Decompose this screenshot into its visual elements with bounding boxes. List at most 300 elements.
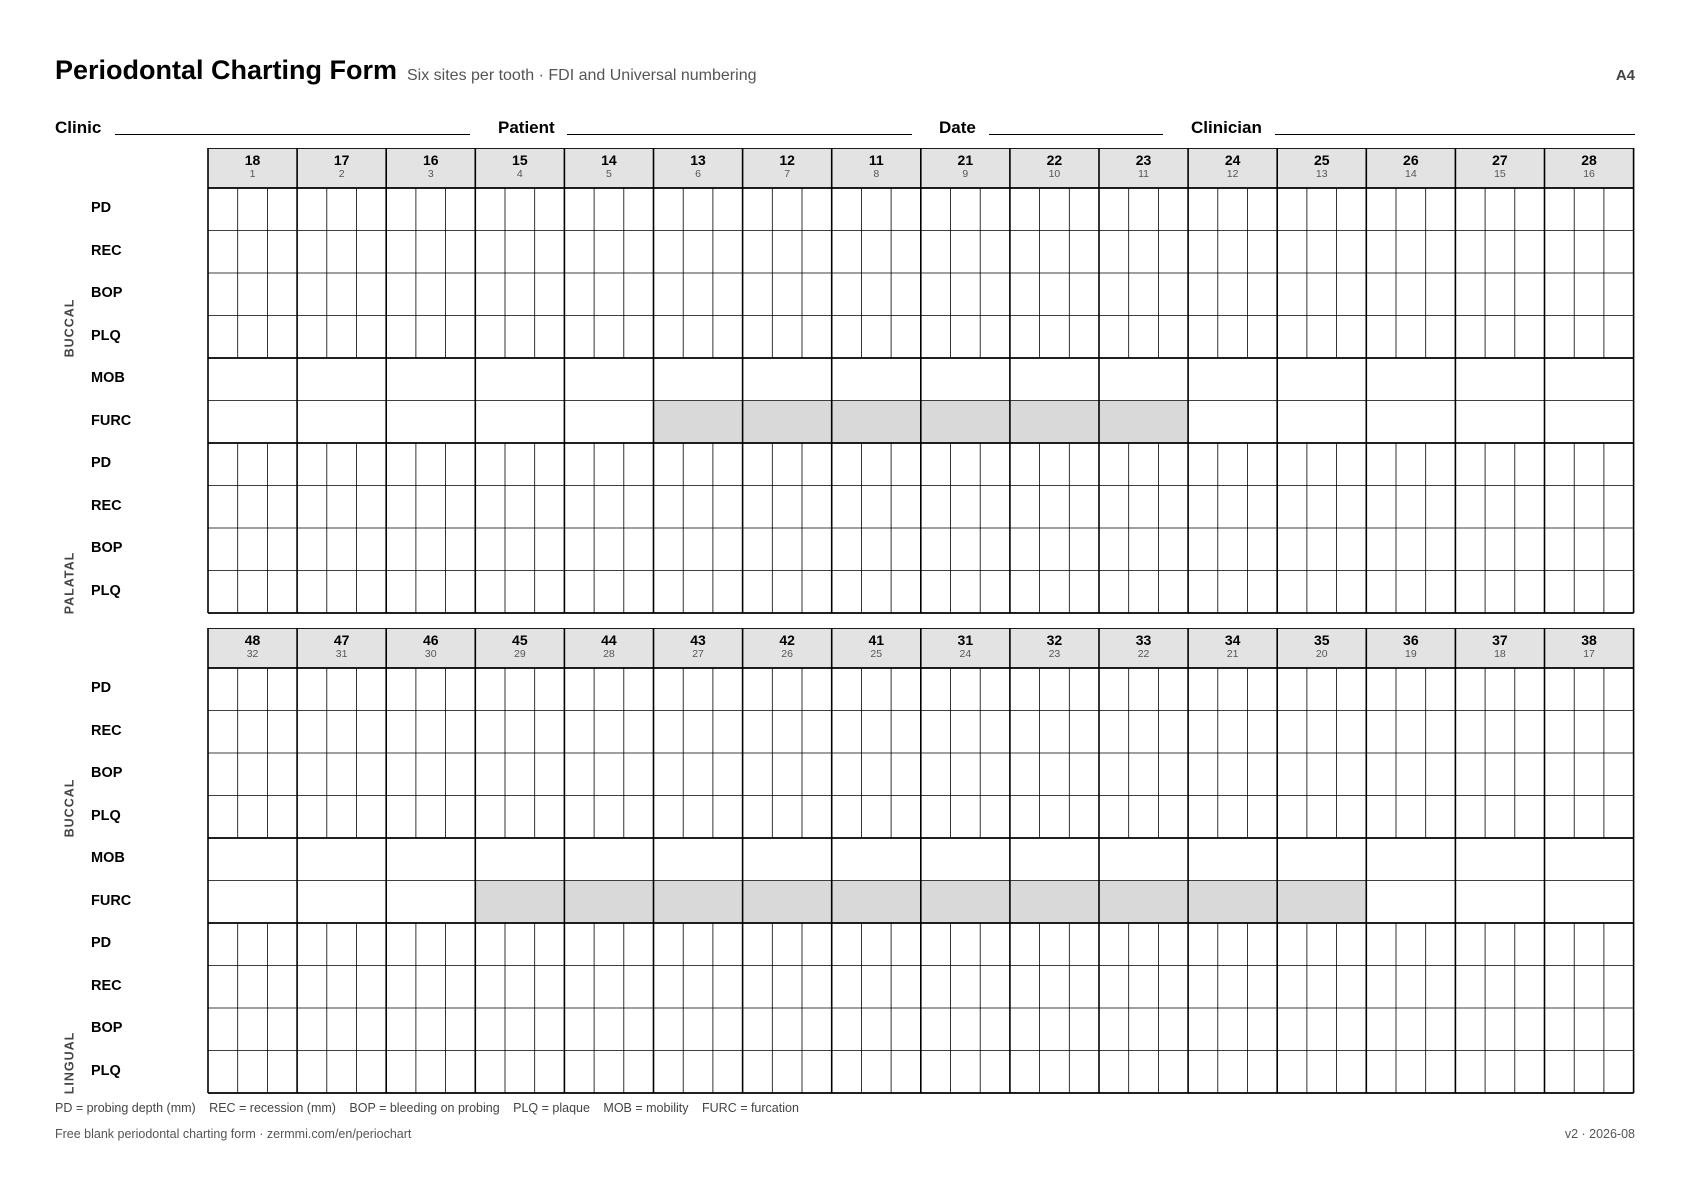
furc-tooth-cell[interactable]: [1366, 881, 1455, 924]
pd-site-cell[interactable]: [1455, 923, 1485, 966]
pd-site-cell[interactable]: [1218, 923, 1248, 966]
bop-site-cell[interactable]: [654, 753, 684, 796]
bop-site-cell[interactable]: [802, 273, 832, 316]
plq-site-cell[interactable]: [357, 571, 387, 614]
bop-site-cell[interactable]: [1010, 1008, 1040, 1051]
pd-site-cell[interactable]: [267, 923, 297, 966]
plq-site-cell[interactable]: [624, 1051, 654, 1094]
plq-site-cell[interactable]: [208, 571, 238, 614]
pd-site-cell[interactable]: [1307, 668, 1337, 711]
rec-site-cell[interactable]: [1485, 486, 1515, 529]
rec-site-cell[interactable]: [1218, 486, 1248, 529]
rec-site-cell[interactable]: [1337, 486, 1367, 529]
bop-site-cell[interactable]: [1604, 528, 1634, 571]
plq-site-cell[interactable]: [654, 316, 684, 359]
plq-site-cell[interactable]: [1218, 316, 1248, 359]
bop-site-cell[interactable]: [357, 528, 387, 571]
rec-site-cell[interactable]: [1010, 231, 1040, 274]
bop-site-cell[interactable]: [564, 1008, 594, 1051]
pd-site-cell[interactable]: [446, 188, 476, 231]
rec-site-cell[interactable]: [772, 966, 802, 1009]
bop-site-cell[interactable]: [1188, 753, 1218, 796]
plq-site-cell[interactable]: [1515, 316, 1545, 359]
rec-site-cell[interactable]: [1366, 711, 1396, 754]
pd-site-cell[interactable]: [951, 443, 981, 486]
rec-site-cell[interactable]: [238, 966, 268, 1009]
mob-tooth-cell[interactable]: [1010, 838, 1099, 881]
pd-site-cell[interactable]: [594, 923, 624, 966]
bop-site-cell[interactable]: [1485, 273, 1515, 316]
rec-site-cell[interactable]: [1426, 486, 1456, 529]
rec-site-cell[interactable]: [1307, 231, 1337, 274]
pd-site-cell[interactable]: [683, 188, 713, 231]
plq-site-cell[interactable]: [861, 796, 891, 839]
bop-site-cell[interactable]: [327, 753, 357, 796]
rec-site-cell[interactable]: [386, 966, 416, 1009]
rec-site-cell[interactable]: [1485, 711, 1515, 754]
bop-site-cell[interactable]: [475, 528, 505, 571]
plq-site-cell[interactable]: [772, 1051, 802, 1094]
rec-site-cell[interactable]: [1574, 231, 1604, 274]
rec-site-cell[interactable]: [1248, 966, 1278, 1009]
rec-site-cell[interactable]: [416, 231, 446, 274]
plq-site-cell[interactable]: [386, 316, 416, 359]
rec-site-cell[interactable]: [1158, 486, 1188, 529]
bop-site-cell[interactable]: [1248, 1008, 1278, 1051]
bop-site-cell[interactable]: [1248, 528, 1278, 571]
plq-site-cell[interactable]: [564, 796, 594, 839]
plq-site-cell[interactable]: [802, 796, 832, 839]
rec-site-cell[interactable]: [683, 231, 713, 274]
rec-site-cell[interactable]: [1545, 711, 1575, 754]
rec-site-cell[interactable]: [624, 711, 654, 754]
rec-site-cell[interactable]: [1158, 966, 1188, 1009]
pd-site-cell[interactable]: [297, 188, 327, 231]
bop-site-cell[interactable]: [1337, 528, 1367, 571]
plq-site-cell[interactable]: [267, 571, 297, 614]
plq-site-cell[interactable]: [861, 571, 891, 614]
pd-site-cell[interactable]: [1218, 188, 1248, 231]
plq-site-cell[interactable]: [327, 571, 357, 614]
pd-site-cell[interactable]: [1604, 923, 1634, 966]
bop-site-cell[interactable]: [1218, 1008, 1248, 1051]
bop-site-cell[interactable]: [564, 273, 594, 316]
bop-site-cell[interactable]: [416, 753, 446, 796]
pd-site-cell[interactable]: [891, 188, 921, 231]
plq-site-cell[interactable]: [1545, 316, 1575, 359]
pd-site-cell[interactable]: [505, 188, 535, 231]
plq-site-cell[interactable]: [1040, 1051, 1070, 1094]
pd-site-cell[interactable]: [1455, 443, 1485, 486]
plq-site-cell[interactable]: [1545, 571, 1575, 614]
pd-site-cell[interactable]: [1515, 188, 1545, 231]
plq-site-cell[interactable]: [1455, 571, 1485, 614]
bop-site-cell[interactable]: [357, 753, 387, 796]
plq-site-cell[interactable]: [1307, 571, 1337, 614]
rec-site-cell[interactable]: [1396, 231, 1426, 274]
pd-site-cell[interactable]: [891, 923, 921, 966]
plq-site-cell[interactable]: [1545, 796, 1575, 839]
rec-site-cell[interactable]: [654, 711, 684, 754]
plq-site-cell[interactable]: [416, 571, 446, 614]
plq-site-cell[interactable]: [267, 316, 297, 359]
rec-site-cell[interactable]: [861, 711, 891, 754]
bop-site-cell[interactable]: [475, 753, 505, 796]
bop-site-cell[interactable]: [386, 528, 416, 571]
plq-site-cell[interactable]: [713, 1051, 743, 1094]
pd-site-cell[interactable]: [208, 668, 238, 711]
plq-site-cell[interactable]: [980, 316, 1010, 359]
rec-site-cell[interactable]: [951, 231, 981, 274]
bop-site-cell[interactable]: [1188, 273, 1218, 316]
pd-site-cell[interactable]: [1366, 923, 1396, 966]
plq-site-cell[interactable]: [713, 796, 743, 839]
plq-site-cell[interactable]: [1158, 1051, 1188, 1094]
plq-site-cell[interactable]: [1010, 571, 1040, 614]
rec-site-cell[interactable]: [743, 711, 773, 754]
pd-site-cell[interactable]: [1337, 443, 1367, 486]
bop-site-cell[interactable]: [1366, 753, 1396, 796]
furc-tooth-cell[interactable]: [1455, 881, 1544, 924]
plq-site-cell[interactable]: [564, 1051, 594, 1094]
plq-site-cell[interactable]: [1426, 571, 1456, 614]
pd-site-cell[interactable]: [1337, 188, 1367, 231]
bop-site-cell[interactable]: [1545, 273, 1575, 316]
plq-site-cell[interactable]: [1366, 316, 1396, 359]
bop-site-cell[interactable]: [1307, 528, 1337, 571]
plq-site-cell[interactable]: [951, 1051, 981, 1094]
bop-site-cell[interactable]: [564, 528, 594, 571]
pd-site-cell[interactable]: [446, 668, 476, 711]
pd-site-cell[interactable]: [980, 668, 1010, 711]
bop-site-cell[interactable]: [416, 528, 446, 571]
plq-site-cell[interactable]: [832, 1051, 862, 1094]
rec-site-cell[interactable]: [1248, 711, 1278, 754]
bop-site-cell[interactable]: [594, 753, 624, 796]
plq-site-cell[interactable]: [713, 316, 743, 359]
rec-site-cell[interactable]: [535, 486, 565, 529]
pd-site-cell[interactable]: [891, 668, 921, 711]
pd-site-cell[interactable]: [1545, 188, 1575, 231]
rec-site-cell[interactable]: [475, 486, 505, 529]
bop-site-cell[interactable]: [1307, 753, 1337, 796]
plq-site-cell[interactable]: [1129, 1051, 1159, 1094]
pd-site-cell[interactable]: [654, 668, 684, 711]
rec-site-cell[interactable]: [535, 966, 565, 1009]
rec-site-cell[interactable]: [624, 966, 654, 1009]
rec-site-cell[interactable]: [564, 711, 594, 754]
plq-site-cell[interactable]: [297, 1051, 327, 1094]
bop-site-cell[interactable]: [357, 273, 387, 316]
pd-site-cell[interactable]: [535, 188, 565, 231]
rec-site-cell[interactable]: [535, 711, 565, 754]
bop-site-cell[interactable]: [1129, 528, 1159, 571]
plq-site-cell[interactable]: [1396, 571, 1426, 614]
rec-site-cell[interactable]: [1604, 966, 1634, 1009]
bop-site-cell[interactable]: [743, 273, 773, 316]
rec-site-cell[interactable]: [980, 486, 1010, 529]
bop-site-cell[interactable]: [1574, 1008, 1604, 1051]
bop-site-cell[interactable]: [1604, 753, 1634, 796]
plq-site-cell[interactable]: [267, 796, 297, 839]
rec-site-cell[interactable]: [1366, 486, 1396, 529]
bop-site-cell[interactable]: [1277, 1008, 1307, 1051]
pd-site-cell[interactable]: [1188, 668, 1218, 711]
pd-site-cell[interactable]: [1366, 443, 1396, 486]
bop-site-cell[interactable]: [208, 1008, 238, 1051]
bop-site-cell[interactable]: [1010, 753, 1040, 796]
bop-site-cell[interactable]: [1158, 753, 1188, 796]
bop-site-cell[interactable]: [1337, 1008, 1367, 1051]
bop-site-cell[interactable]: [1545, 753, 1575, 796]
rec-site-cell[interactable]: [654, 966, 684, 1009]
plq-site-cell[interactable]: [238, 316, 268, 359]
pd-site-cell[interactable]: [1069, 923, 1099, 966]
pd-site-cell[interactable]: [1485, 443, 1515, 486]
pd-site-cell[interactable]: [1604, 443, 1634, 486]
plq-site-cell[interactable]: [505, 316, 535, 359]
plq-site-cell[interactable]: [624, 316, 654, 359]
rec-site-cell[interactable]: [743, 966, 773, 1009]
pd-site-cell[interactable]: [327, 668, 357, 711]
pd-site-cell[interactable]: [1277, 923, 1307, 966]
plq-site-cell[interactable]: [475, 796, 505, 839]
plq-site-cell[interactable]: [1545, 1051, 1575, 1094]
rec-site-cell[interactable]: [980, 231, 1010, 274]
pd-site-cell[interactable]: [1396, 923, 1426, 966]
plq-site-cell[interactable]: [1218, 1051, 1248, 1094]
bop-site-cell[interactable]: [1515, 273, 1545, 316]
pd-site-cell[interactable]: [357, 668, 387, 711]
plq-site-cell[interactable]: [564, 316, 594, 359]
rec-site-cell[interactable]: [1455, 966, 1485, 1009]
pd-site-cell[interactable]: [772, 443, 802, 486]
mob-tooth-cell[interactable]: [1455, 358, 1544, 401]
pd-site-cell[interactable]: [386, 188, 416, 231]
bop-site-cell[interactable]: [1574, 273, 1604, 316]
furc-tooth-cell[interactable]: [297, 401, 386, 444]
pd-site-cell[interactable]: [772, 923, 802, 966]
plq-site-cell[interactable]: [654, 796, 684, 839]
pd-site-cell[interactable]: [1545, 668, 1575, 711]
pd-site-cell[interactable]: [297, 443, 327, 486]
rec-site-cell[interactable]: [1158, 711, 1188, 754]
plq-site-cell[interactable]: [1277, 571, 1307, 614]
pd-site-cell[interactable]: [238, 923, 268, 966]
pd-site-cell[interactable]: [1337, 668, 1367, 711]
bop-site-cell[interactable]: [772, 528, 802, 571]
bop-site-cell[interactable]: [683, 1008, 713, 1051]
pd-site-cell[interactable]: [1307, 443, 1337, 486]
plq-site-cell[interactable]: [1040, 571, 1070, 614]
rec-site-cell[interactable]: [446, 711, 476, 754]
plq-site-cell[interactable]: [357, 1051, 387, 1094]
rec-site-cell[interactable]: [624, 486, 654, 529]
pd-site-cell[interactable]: [1366, 668, 1396, 711]
pd-site-cell[interactable]: [1485, 923, 1515, 966]
plq-site-cell[interactable]: [416, 1051, 446, 1094]
furc-tooth-cell[interactable]: [1188, 401, 1277, 444]
bop-site-cell[interactable]: [1010, 528, 1040, 571]
pd-site-cell[interactable]: [357, 923, 387, 966]
plq-site-cell[interactable]: [535, 1051, 565, 1094]
pd-site-cell[interactable]: [743, 923, 773, 966]
plq-site-cell[interactable]: [832, 316, 862, 359]
plq-site-cell[interactable]: [891, 571, 921, 614]
rec-site-cell[interactable]: [1218, 231, 1248, 274]
rec-site-cell[interactable]: [1277, 231, 1307, 274]
rec-site-cell[interactable]: [832, 486, 862, 529]
plq-site-cell[interactable]: [357, 316, 387, 359]
plq-site-cell[interactable]: [713, 571, 743, 614]
furc-tooth-cell[interactable]: [208, 881, 297, 924]
plq-site-cell[interactable]: [921, 1051, 951, 1094]
bop-site-cell[interactable]: [1396, 753, 1426, 796]
rec-site-cell[interactable]: [1099, 966, 1129, 1009]
rec-site-cell[interactable]: [654, 231, 684, 274]
furc-tooth-cell[interactable]: [475, 401, 564, 444]
pd-site-cell[interactable]: [1040, 668, 1070, 711]
rec-site-cell[interactable]: [802, 486, 832, 529]
pd-site-cell[interactable]: [357, 188, 387, 231]
rec-site-cell[interactable]: [416, 711, 446, 754]
pd-site-cell[interactable]: [1099, 668, 1129, 711]
pd-site-cell[interactable]: [505, 443, 535, 486]
bop-site-cell[interactable]: [980, 753, 1010, 796]
bop-site-cell[interactable]: [535, 1008, 565, 1051]
rec-site-cell[interactable]: [1069, 711, 1099, 754]
plq-site-cell[interactable]: [980, 1051, 1010, 1094]
bop-site-cell[interactable]: [861, 1008, 891, 1051]
plq-site-cell[interactable]: [505, 1051, 535, 1094]
plq-site-cell[interactable]: [594, 571, 624, 614]
bop-site-cell[interactable]: [1069, 1008, 1099, 1051]
pd-site-cell[interactable]: [1158, 443, 1188, 486]
bop-site-cell[interactable]: [1485, 753, 1515, 796]
plq-site-cell[interactable]: [446, 796, 476, 839]
pd-site-cell[interactable]: [1396, 668, 1426, 711]
bop-site-cell[interactable]: [505, 528, 535, 571]
rec-site-cell[interactable]: [921, 966, 951, 1009]
pd-site-cell[interactable]: [802, 443, 832, 486]
plq-site-cell[interactable]: [1069, 571, 1099, 614]
furc-tooth-cell[interactable]: [386, 881, 475, 924]
plq-site-cell[interactable]: [1485, 316, 1515, 359]
rec-site-cell[interactable]: [357, 231, 387, 274]
plq-site-cell[interactable]: [327, 796, 357, 839]
plq-site-cell[interactable]: [802, 1051, 832, 1094]
bop-site-cell[interactable]: [772, 1008, 802, 1051]
plq-site-cell[interactable]: [238, 571, 268, 614]
bop-site-cell[interactable]: [1455, 528, 1485, 571]
pd-site-cell[interactable]: [832, 668, 862, 711]
plq-site-cell[interactable]: [386, 571, 416, 614]
rec-site-cell[interactable]: [446, 231, 476, 274]
bop-site-cell[interactable]: [505, 1008, 535, 1051]
bop-site-cell[interactable]: [1099, 753, 1129, 796]
pd-site-cell[interactable]: [1277, 668, 1307, 711]
plq-site-cell[interactable]: [1426, 316, 1456, 359]
pd-site-cell[interactable]: [713, 668, 743, 711]
plq-site-cell[interactable]: [1366, 571, 1396, 614]
plq-site-cell[interactable]: [743, 316, 773, 359]
bop-site-cell[interactable]: [416, 1008, 446, 1051]
plq-site-cell[interactable]: [951, 796, 981, 839]
rec-site-cell[interactable]: [891, 711, 921, 754]
plq-site-cell[interactable]: [416, 796, 446, 839]
bop-site-cell[interactable]: [1426, 273, 1456, 316]
rec-site-cell[interactable]: [1129, 966, 1159, 1009]
plq-site-cell[interactable]: [357, 796, 387, 839]
rec-site-cell[interactable]: [208, 966, 238, 1009]
furc-tooth-cell[interactable]: [386, 401, 475, 444]
bop-site-cell[interactable]: [1158, 273, 1188, 316]
plq-site-cell[interactable]: [1396, 316, 1426, 359]
rec-site-cell[interactable]: [327, 966, 357, 1009]
rec-site-cell[interactable]: [832, 966, 862, 1009]
pd-site-cell[interactable]: [1337, 923, 1367, 966]
pd-site-cell[interactable]: [624, 923, 654, 966]
pd-site-cell[interactable]: [1188, 923, 1218, 966]
plq-site-cell[interactable]: [1129, 796, 1159, 839]
plq-site-cell[interactable]: [505, 571, 535, 614]
pd-site-cell[interactable]: [297, 668, 327, 711]
rec-site-cell[interactable]: [1040, 711, 1070, 754]
plq-site-cell[interactable]: [386, 1051, 416, 1094]
plq-site-cell[interactable]: [743, 796, 773, 839]
pd-site-cell[interactable]: [951, 668, 981, 711]
rec-site-cell[interactable]: [1515, 486, 1545, 529]
plq-site-cell[interactable]: [772, 796, 802, 839]
rec-site-cell[interactable]: [951, 711, 981, 754]
pd-site-cell[interactable]: [564, 668, 594, 711]
bop-site-cell[interactable]: [1337, 753, 1367, 796]
plq-site-cell[interactable]: [1485, 796, 1515, 839]
plq-site-cell[interactable]: [832, 796, 862, 839]
plq-site-cell[interactable]: [654, 571, 684, 614]
rec-site-cell[interactable]: [1307, 486, 1337, 529]
rec-site-cell[interactable]: [1426, 711, 1456, 754]
bop-site-cell[interactable]: [446, 528, 476, 571]
bop-site-cell[interactable]: [446, 1008, 476, 1051]
mob-tooth-cell[interactable]: [208, 838, 297, 881]
bop-site-cell[interactable]: [1099, 1008, 1129, 1051]
pd-site-cell[interactable]: [1426, 668, 1456, 711]
rec-site-cell[interactable]: [475, 711, 505, 754]
rec-site-cell[interactable]: [208, 231, 238, 274]
bop-site-cell[interactable]: [1426, 528, 1456, 571]
rec-site-cell[interactable]: [416, 966, 446, 1009]
bop-site-cell[interactable]: [1040, 1008, 1070, 1051]
pd-site-cell[interactable]: [1485, 668, 1515, 711]
pd-site-cell[interactable]: [1545, 923, 1575, 966]
pd-site-cell[interactable]: [743, 668, 773, 711]
rec-site-cell[interactable]: [683, 711, 713, 754]
pd-site-cell[interactable]: [921, 443, 951, 486]
rec-site-cell[interactable]: [1188, 231, 1218, 274]
bop-site-cell[interactable]: [921, 1008, 951, 1051]
mob-tooth-cell[interactable]: [832, 838, 921, 881]
plq-site-cell[interactable]: [1099, 316, 1129, 359]
rec-site-cell[interactable]: [1545, 231, 1575, 274]
bop-site-cell[interactable]: [1426, 753, 1456, 796]
plq-site-cell[interactable]: [1337, 1051, 1367, 1094]
rec-site-cell[interactable]: [1545, 966, 1575, 1009]
bop-site-cell[interactable]: [1545, 1008, 1575, 1051]
pd-site-cell[interactable]: [1188, 188, 1218, 231]
pd-site-cell[interactable]: [1248, 923, 1278, 966]
rec-site-cell[interactable]: [297, 966, 327, 1009]
